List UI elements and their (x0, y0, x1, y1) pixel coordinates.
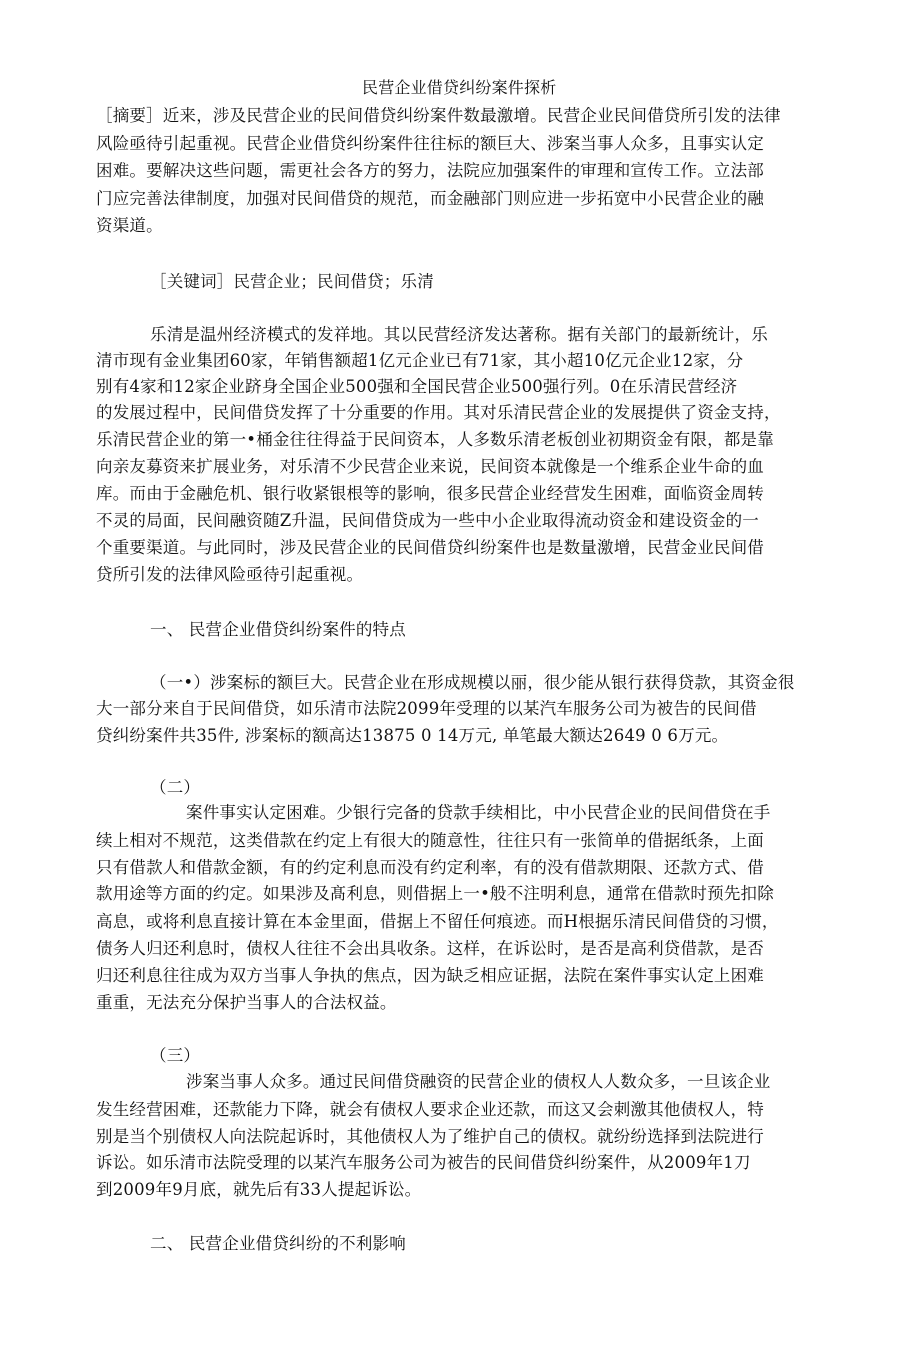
intro-line: 别有4家和12家企业跻身全国企业500强和全国民营企业500强行列。0在乐清民营经济 (96, 377, 738, 396)
intro-line: 乐清民营企业的第一•桶金往往得益于民间资本，人多数乐清老板创业初期资金有限，都是靠 (96, 430, 774, 449)
point2-line: 案件事实认定困难。少银行完备的贷款手续相比，中小民营企业的民间借贷在手 (186, 803, 771, 822)
point2-label: （二） (150, 778, 201, 797)
intro-line: 的发展过程中，民间借贷发挥了十分重要的作用。其对乐清民营企业的发展提供了资金支持， (96, 403, 781, 422)
point2-line: 债务人归还利息时，债权人往往不会出具收条。这样，在诉讼时，是否是高利贷借款，是否 (96, 939, 764, 958)
point1-line: （一•）涉案标的额巨大。民营企业在形成规模以丽，很少能从银行获得贷款，其资金很 (150, 673, 795, 692)
intro-line: 乐清是温州经济模式的发祥地。其以民营经济发达著称。据有关部门的最新统计，乐 (150, 325, 768, 344)
point3-line: 诉讼。如乐清市法院受理的以某汽车服务公司为被告的民间借贷纠纷案件，从2009年1刀 (96, 1153, 751, 1172)
point2-line: 重重，无法充分保护当事人的合法权益。 (96, 993, 397, 1012)
point2-line: 续上相对不规范，这类借款在约定上有很大的随意性，往往只有一张简单的借据纸条，上面 (96, 831, 764, 850)
abstract-line: 门应完善法律制度，加强对民间借贷的规范，而金融部门则应进一步拓宽中小民营企业的融 (96, 189, 764, 208)
section-heading: 二、 民营企业借贷纠纷的不利影响 (150, 1234, 406, 1253)
point1-line: 大一部分来自于民间借贷，如乐清市法院2099年受理的以某汽车服务公司为被告的民间借 (96, 699, 757, 718)
abstract-line: 风险亟待引起重视。民营企业借贷纠纷案件往往标的额巨大、涉案当事人众多，且事实认定 (96, 134, 764, 153)
point3-line: 涉案当事人众多。通过民间借贷融资的民营企业的债权人人数众多，一旦该企业 (186, 1072, 771, 1091)
point1-line: 贷纠纷案件共35件, 涉案标的额高达13875 0 14万元, 单笔最大额达2649 0 6万元。 (96, 726, 729, 745)
keywords: ［关键词］民营企业；民间借贷；乐清 (150, 272, 434, 291)
abstract-line: 困难。要解决这些问题，需更社会各方的努力，法院应加强案件的审理和宣传工作。立法部 (96, 161, 764, 180)
point3-label: （三） (150, 1046, 201, 1065)
document-title: 民营企业借贷纠纷案件探析 (362, 78, 557, 97)
intro-line: 库。而由于金融危机、银行收紧银根等的影响，很多民营企业经营发生困难，面临资金周转 (96, 484, 764, 503)
abstract-line: 资渠道。 (96, 216, 163, 235)
intro-line: 不灵的局面，民间融资随Z升温，民间借贷成为一些中小企业取得流动资金和建设资金的一 (96, 511, 759, 530)
point2-line: 款用途等方面的约定。如果涉及髙利息，则借据上一•般不注明利息，通常在借款时预先扣除 (96, 884, 774, 903)
point2-line: 归还利息往往成为双方当事人争执的焦点，因为缺乏相应证据，法院在案件事实认定上困难 (96, 966, 764, 985)
section-heading: 一、 民营企业借贷纠纷案件的特点 (150, 620, 406, 639)
point3-line: 到2009年9月底，就先后有33人提起诉讼。 (96, 1180, 422, 1199)
abstract-line: ［摘要］近来，涉及民营企业的民间借贷纠纷案件数最激增。民营企业民间借贷所引发的法律 (96, 106, 781, 125)
point3-line: 发生经营困难，还款能力下降，就会有债权人要求企业还款，而这又会刺激其他债权人，特 (96, 1100, 764, 1119)
intro-line: 向亲友募资来扩展业务，对乐清不少民营企业来说，民间资本就像是一个维系企业牛命的血 (96, 457, 764, 476)
intro-line: 个重要渠道。与此同时，涉及民营企业的民间借贷纠纷案件也是数量激增，民营金业民间借 (96, 538, 764, 557)
point2-line: 高息，或将利息直接计算在本金里面，借据上不留任何痕迹。而H根据乐清民间借贷的习惯， (96, 912, 779, 931)
intro-line: 贷所引发的法律风险亟待引起重视。 (96, 565, 364, 584)
intro-line: 清市现有金业集团60家，年销售额超1亿元企业已有71家，其小超10亿元企业12家，分 (96, 351, 744, 370)
point3-line: 别是当个别债权人向法院起诉时，其他债权人为了维护自己的债权。就纷纷选择到法院进行 (96, 1127, 764, 1146)
point2-line: 只有借款人和借款金额，有的约定利息而没有约定利率，有的没有借款期限、还款方式、借 (96, 858, 764, 877)
